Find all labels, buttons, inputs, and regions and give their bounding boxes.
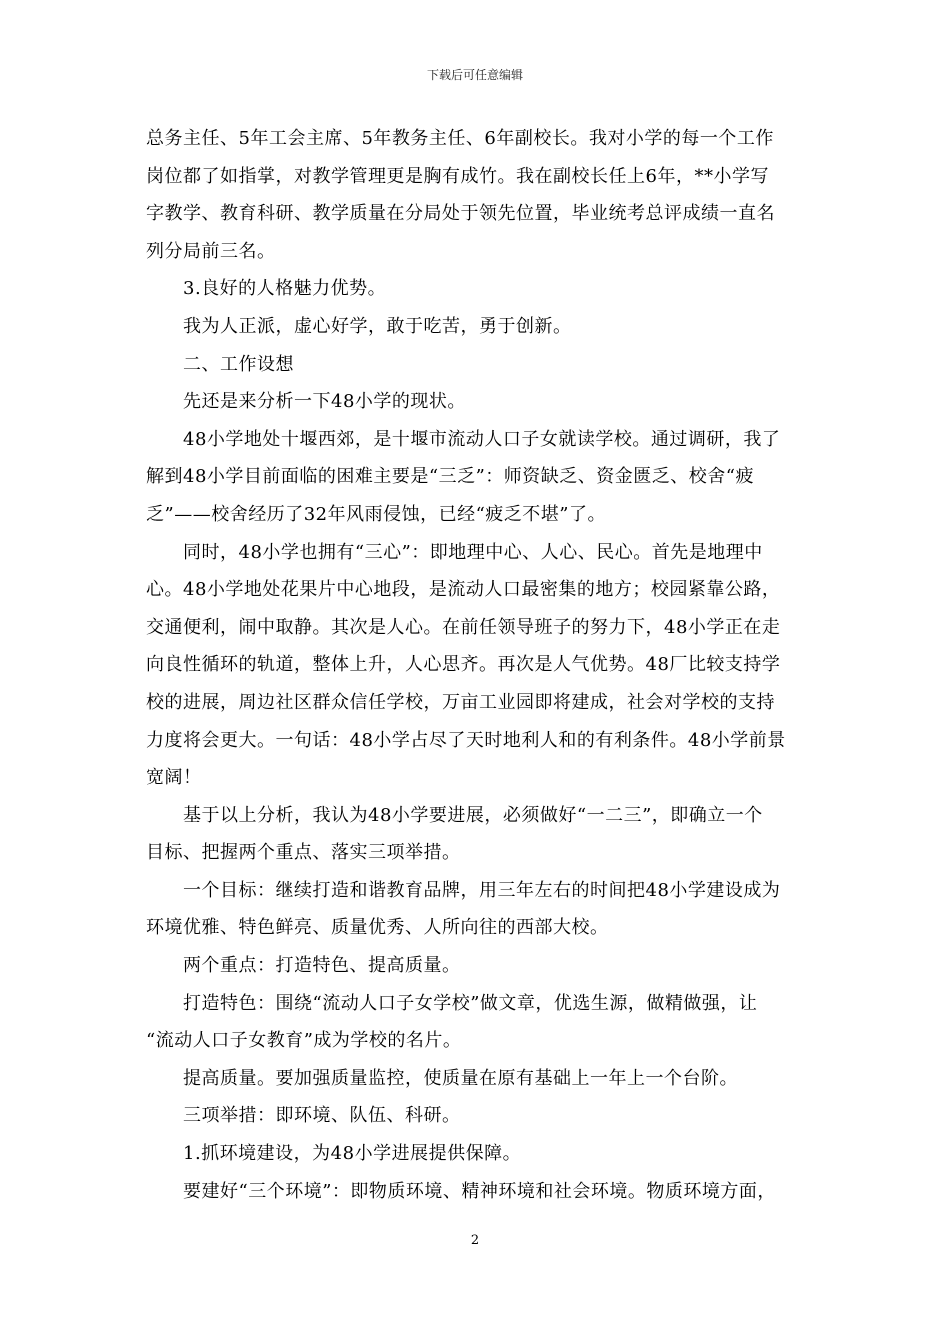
document-body [146,120,806,1210]
text-line: 乏”——校舍经历了32年风雨侵蚀，已经“疲乏不堪”了。 [146,503,607,525]
text-line: 心。48小学地处花果片中心地段，是流动人口最密集的地方；校园紧靠公路， [146,579,781,601]
text-line: 交通便利，闹中取静。其次是人心。在前任领导班子的努力下，48小学正在走 [146,616,781,638]
text-line: 列分局前三名。 [146,240,276,262]
text-line: 打造特色：围绕“流动人口子女学校”做文章，优选生源，做精做强，让 [183,992,758,1014]
text-line: 3.良好的人格魅力优势。 [183,278,387,300]
text-line: 向良性循环的轨道，整体上升，人心思齐。再次是人气优势。48厂比较支持学 [146,654,781,676]
text-line: 目标、把握两个重点、落实三项举措。 [146,842,461,864]
text-line: 力度将会更大。一句话：48小学占尽了天时地利人和的有利条件。48小学前景 [146,729,786,751]
text-line: 环境优雅、特色鲜亮、质量优秀、人所向往的西部大校。 [146,917,609,939]
text-line: “流动人口子女教育”成为学校的名片。 [146,1030,462,1052]
text-line: 校的进展，周边社区群众信任学校，万亩工业园即将建成，社会对学校的支持 [146,691,775,713]
text-line: 48小学地处十堰西郊，是十堰市流动人口子女就读学校。通过调研，我了 [183,428,781,450]
text-line: 基于以上分析，我认为48小学要进展，必须做好“一二三”，即确立一个 [183,804,763,826]
text-line: 同时，48小学也拥有“三心”：即地理中心、人心、民心。首先是地理中 [183,541,763,563]
text-line: 两个重点：打造特色、提高质量。 [183,955,461,977]
text-line: 先还是来分析一下48小学的现状。 [183,391,466,413]
text-line: 二、工作设想 [183,353,294,375]
page-header: 下载后可任意编辑 [426,68,523,82]
text-line: 三项举措：即环境、队伍、科研。 [183,1105,461,1127]
page-number: 2 [470,1233,480,1248]
text-line: 岗位都了如指掌，对教学管理更是胸有成竹。我在副校长任上6年，**小学写 [146,165,769,187]
text-line: 1.抓环境建设，为48小学进展提供保障。 [183,1143,522,1165]
text-line: 解到48小学目前面临的困难主要是“三乏”：师资缺乏、资金匮乏、校舍“疲 [146,466,755,488]
text-line: 提高质量。要加强质量监控，使质量在原有基础上一年上一个台阶。 [183,1067,738,1089]
text-line: 总务主任、5年工会主席、5年教务主任、6年副校长。我对小学的每一个工作 [146,128,774,149]
text-line: 要建好“三个环境”：即物质环境、精神环境和社会环境。物质环境方面， [183,1180,776,1202]
text-line: 宽阔！ [146,767,202,789]
text-line: 字教学、教育科研、教学质量在分局处于领先位置，毕业统考总评成绩一直名 [146,203,775,225]
text-line: 一个目标：继续打造和谐教育品牌，用三年左右的时间把48小学建设成为 [183,879,781,901]
text-line: 我为人正派，虚心好学，敢于吃苦，勇于创新。 [183,315,572,337]
